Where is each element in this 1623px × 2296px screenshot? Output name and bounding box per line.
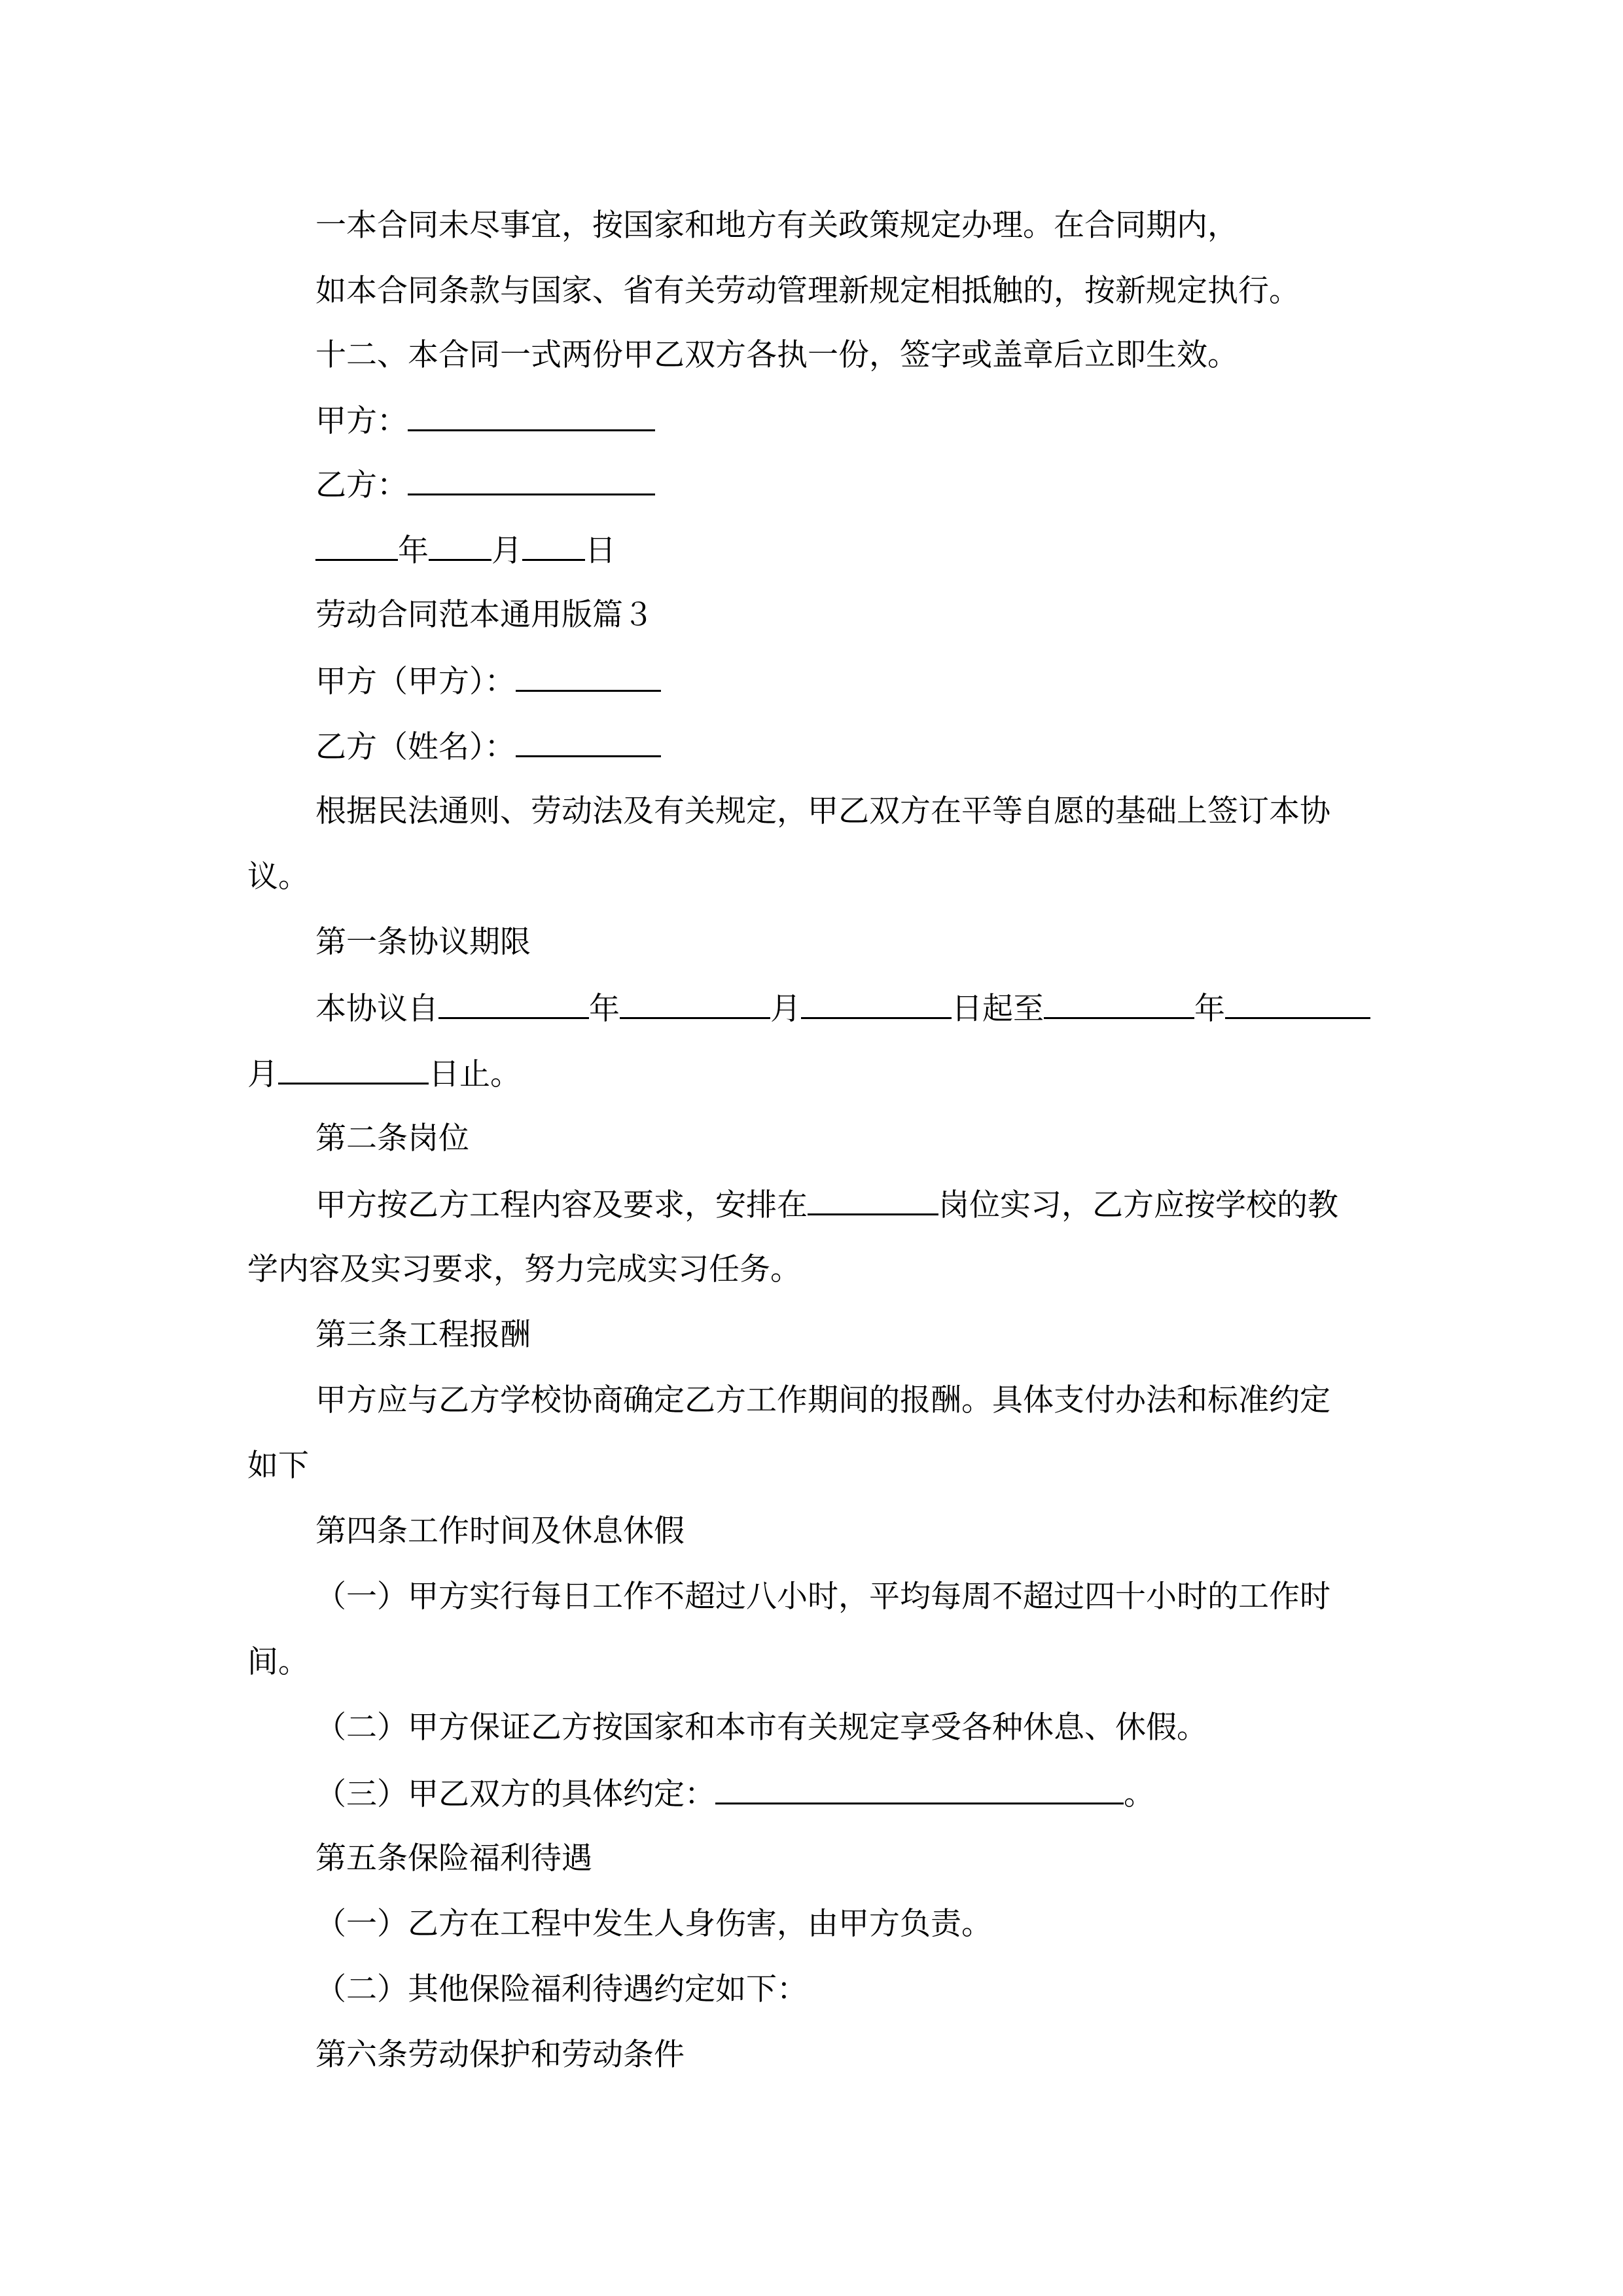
article-title: 第一条协议期限 [315, 924, 531, 960]
text-segment: 。 [1124, 1776, 1154, 1812]
paragraph-line: 一本合同未尽事宜，按国家和地方有关政策规定办理。在合同期内， [315, 207, 1238, 243]
party-a-blank [516, 661, 661, 692]
paragraph-line: （一）乙方在工程中发生人身伤害，由甲方负责。 [315, 1906, 992, 1942]
date-line [315, 530, 616, 571]
party-a-signature-line [315, 401, 655, 441]
paragraph-line: 如本合同条款与国家、省有关劳动管理新规定相抵触的，按新规定执行。 [315, 273, 1300, 309]
article-title: 第六条劳动保护和劳动条件 [315, 2037, 685, 2073]
text-segment: （三）甲乙双方的具体约定： [315, 1776, 715, 1812]
party-a-blank [408, 401, 655, 431]
text-segment: 本协议自 [315, 991, 438, 1027]
month-label: 月 [491, 533, 522, 569]
start-day-blank [801, 988, 952, 1019]
text-segment: 岗位实习，乙方应按学校的教 [938, 1187, 1338, 1223]
specific-agreement-blank [715, 1774, 1124, 1804]
end-day-blank [278, 1054, 429, 1085]
start-month-blank [620, 988, 770, 1019]
paragraph-line: 甲方应与乙方学校协商确定乙方工作期间的报酬。具体支付办法和标准约定 [315, 1382, 1330, 1418]
paragraph-line: （二）其他保险福利待遇约定如下： [315, 1971, 808, 2007]
text-segment: 日止。 [429, 1056, 521, 1092]
paragraph-line: 十二、本合同一式两份甲乙双方各执一份，签字或盖章后立即生效。 [315, 337, 1238, 373]
paragraph-line: 根据民法通则、劳动法及有关规定，甲乙双方在平等自愿的基础上签订本协 [315, 793, 1330, 829]
party-b-signature-line [315, 465, 655, 505]
day-label: 日 [585, 533, 616, 569]
section-title: 劳动合同范本通用版篇３ [315, 597, 654, 633]
year-blank [315, 530, 398, 561]
text-segment: 日起至 [952, 991, 1044, 1027]
agreement-period-line [315, 988, 1370, 1029]
party-a-label: 甲方： [315, 403, 408, 439]
start-year-blank [438, 988, 589, 1019]
end-month-blank [1225, 988, 1370, 1019]
text-segment: 年 [589, 991, 620, 1027]
article-title: 第二条岗位 [315, 1121, 469, 1157]
paragraph-line: （一）甲方实行每日工作不超过八小时，平均每周不超过四十小时的工作时 [315, 1579, 1330, 1615]
party-b-label: 乙方： [315, 467, 408, 503]
text-segment: 月 [247, 1056, 278, 1092]
year-label: 年 [398, 533, 429, 569]
position-blank [808, 1185, 938, 1215]
paragraph-line: 如下 [247, 1448, 309, 1484]
paragraph-line: （二）甲方保证乙方按国家和本市有关规定享受各种休息、休假。 [315, 1710, 1207, 1746]
text-segment: 月 [770, 991, 801, 1027]
paragraph-line: 间。 [247, 1644, 309, 1680]
party-b-line [315, 726, 661, 767]
paragraph-line [315, 1185, 1338, 1225]
article-title: 第五条保险福利待遇 [315, 1840, 592, 1876]
party-b-label: 乙方（姓名）： [315, 729, 516, 765]
paragraph-line: 议。 [247, 859, 309, 895]
month-blank [429, 530, 491, 561]
paragraph-line [315, 1774, 1154, 1814]
party-a-label: 甲方（甲方）： [315, 664, 516, 700]
day-blank [522, 530, 585, 561]
agreement-period-line [247, 1054, 521, 1094]
end-year-blank [1044, 988, 1194, 1019]
paragraph-line: 学内容及实习要求，努力完成实习任务。 [247, 1251, 801, 1287]
article-title: 第三条工程报酬 [315, 1317, 531, 1353]
party-b-blank [408, 465, 655, 495]
party-a-line [315, 661, 661, 702]
party-b-blank [516, 726, 661, 757]
article-title: 第四条工作时间及休息休假 [315, 1513, 685, 1549]
text-segment: 甲方按乙方工程内容及要求，安排在 [315, 1187, 808, 1223]
text-segment: 年 [1194, 991, 1225, 1027]
